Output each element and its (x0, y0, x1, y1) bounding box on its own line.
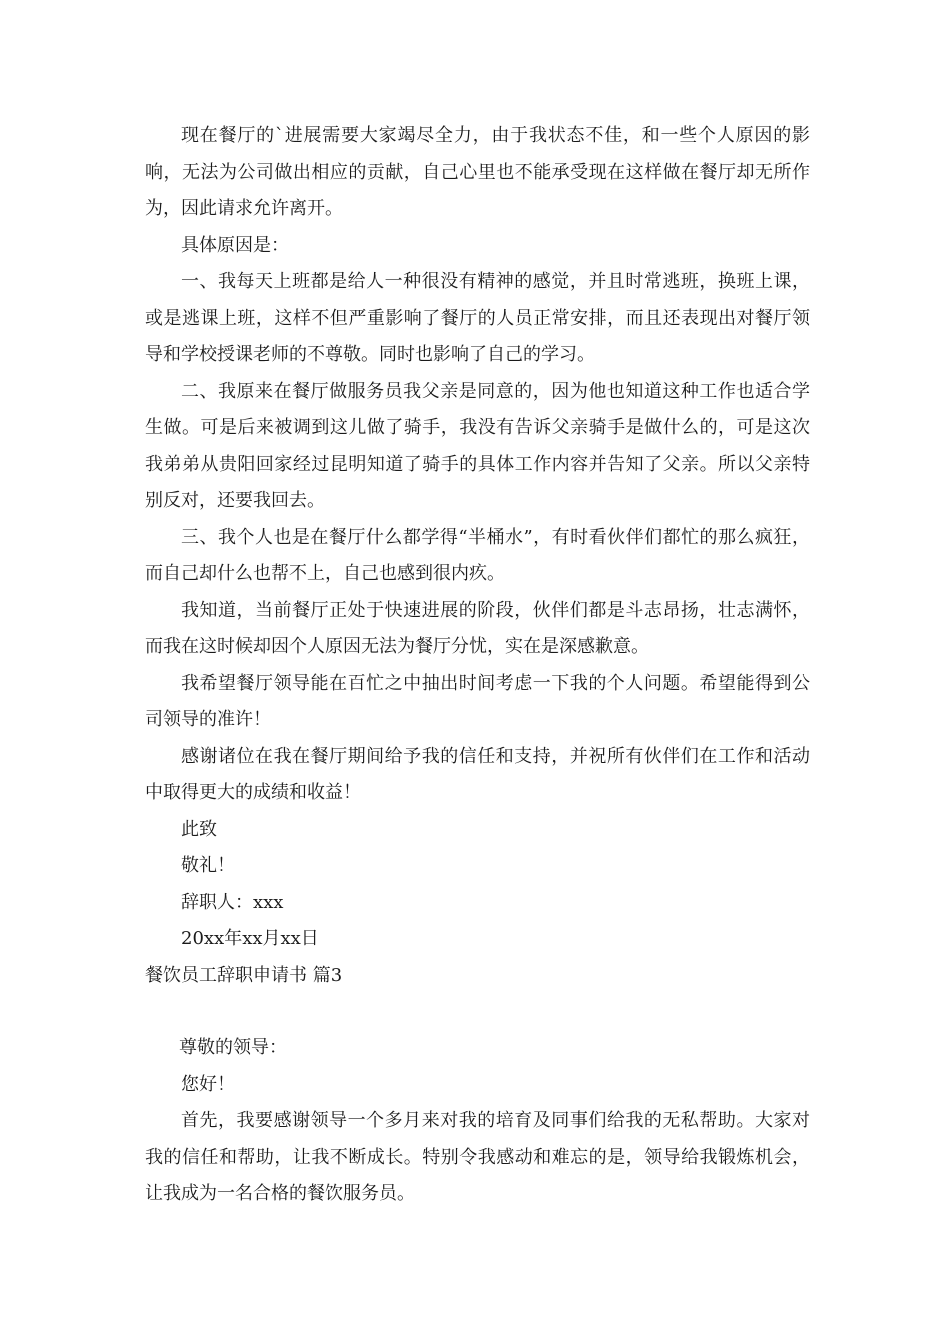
body-paragraph: 首先，我要感谢领导一个多月来对我的培育及同事们给我的无私帮助。大家对我的信任和帮助，让我不断成长。特别令我感动和难忘的是，领导给我锻炼机会，让我成为一名合格的餐饮服务员。 (145, 1110, 810, 1204)
body-paragraph: 感谢诸位在我在餐厅期间给予我的信任和支持，并祝所有伙伴们在工作和活动中取得更大的成绩和收益！ (145, 745, 810, 803)
greeting-line: 您好！ (181, 1073, 235, 1095)
closing-line: 此致 (181, 818, 217, 840)
salutation: 尊敬的领导： (179, 1037, 287, 1058)
body-paragraph: 一、我每天上班都是给人一种很没有精神的感觉，并且时常逃班，换班上课，或是逃课上班，这样不但严重影响了餐厅的人员正常安排，而且还表现出对餐厅领导和学校授课老师的不尊敬。同时也影响了自己的学习。 (145, 271, 810, 365)
body-paragraph: 现在餐厅的`进展需要大家竭尽全力，由于我状态不佳，和一些个人原因的影响，无法为公司做出相应的贡献，自己心里也不能承受现在这样做在餐厅却无所作为，因此请求允许离开。 (145, 125, 810, 219)
blank-line (145, 994, 810, 1030)
document-page (145, 118, 810, 1213)
signature-line: 辞职人：xxx (181, 891, 284, 913)
body-paragraph: 三、我个人也是在餐厅什么都学得“半桶水”，有时看伙伴们都忙的那么疯狂，而自己却什么也帮不上，自己也感到很内疚。 (145, 526, 810, 584)
body-paragraph: 具体原因是： (181, 234, 289, 256)
section-heading: 餐饮员工辞职申请书 篇3 (145, 964, 343, 986)
closing-line: 敬礼！ (181, 855, 235, 876)
body-paragraph: 我知道，当前餐厅正处于快速进展的阶段，伙伴们都是斗志昂扬，壮志满怀，而我在这时候却因个人原因无法为餐厅分忧，实在是深感歉意。 (145, 599, 810, 657)
body-paragraph: 二、我原来在餐厅做服务员我父亲是同意的，因为他也知道这种工作也适合学生做。可是后来被调到这儿做了骑手，我没有告诉父亲骑手是做什么的，可是这次我弟弟从贵阳回家经过昆明知道了骑手的具体工作内容并告知了父亲。所以父亲特别反对，还要我回去。 (145, 380, 810, 511)
body-paragraph: 我希望餐厅领导能在百忙之中抽出时间考虑一下我的个人问题。希望能得到公司领导的准许！ (145, 672, 810, 730)
date-line: 20xx年xx月xx日 (181, 928, 319, 949)
